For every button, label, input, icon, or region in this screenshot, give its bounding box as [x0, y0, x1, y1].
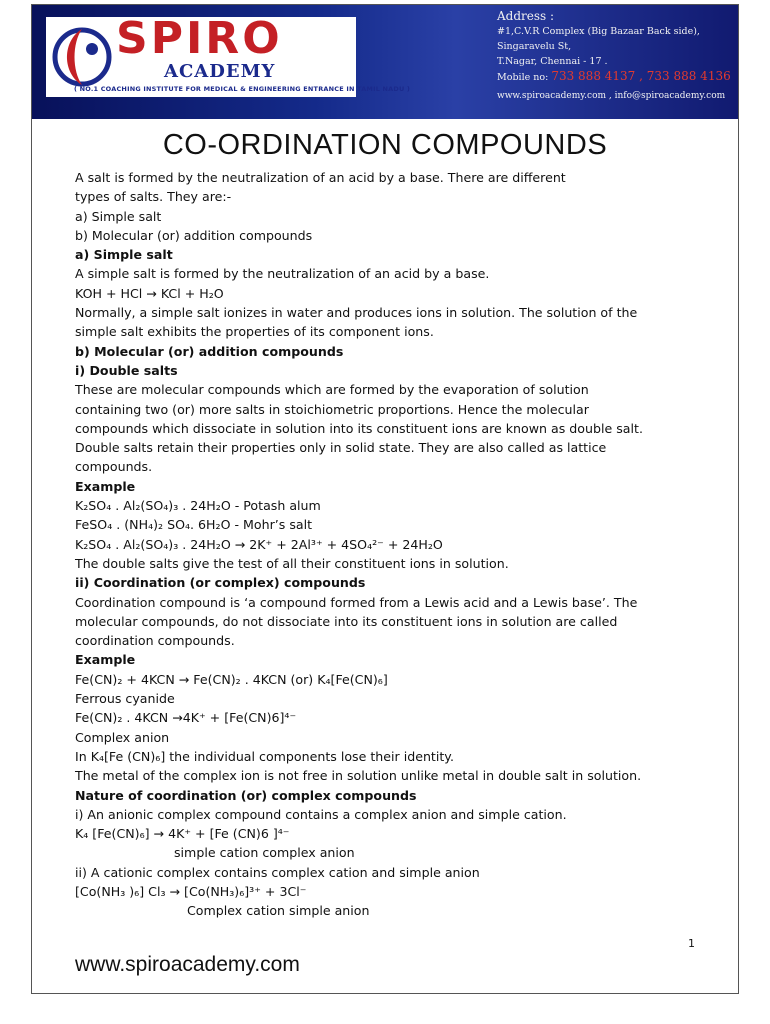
address-line: #1,C.V.R Complex (Big Bazaar Back side),: [497, 26, 700, 37]
address-title: Address :: [497, 9, 555, 23]
body-line: containing two (or) more salts in stoichiometric proportions. Hence the molecular: [75, 401, 589, 417]
equation-line: KOH + HCl → KCl + H₂O: [75, 285, 224, 301]
brand-name: SPIRO: [116, 13, 283, 64]
brand-subtitle: ACADEMY: [164, 61, 276, 82]
address-block: [497, 9, 733, 104]
body-line: Coordination compound is ‘a compound formed from a Lewis acid and a Lewis base’. The: [75, 594, 638, 610]
body-line: Normally, a simple salt ionizes in water and produces ions in solution. The solution of the: [75, 305, 638, 321]
body-line: A simple salt is formed by the neutralization of an acid by a base.: [75, 266, 490, 282]
equation-line: [Co(NH₃ )₆] Cl₃ → [Co(NH₃)₆]³⁺ + 3Cl⁻: [75, 883, 307, 899]
mobile-numbers: 733 888 4137 , 733 888 4136: [551, 69, 731, 83]
body-line: simple salt exhibits the properties of its component ions.: [75, 324, 434, 340]
body-line: compounds.: [75, 459, 153, 475]
equation-caption: Complex cation simple anion: [187, 903, 370, 919]
body-line: Ferrous cyanide: [75, 691, 175, 707]
address-line: T.Nagar, Chennai - 17 .: [497, 56, 608, 67]
body-line: Double salts retain their properties only in solid state. They are also called as lattice: [75, 440, 607, 456]
body-line: Complex anion: [75, 729, 170, 745]
document-page: [31, 4, 739, 994]
equation-line: K₂SO₄ . Al₂(SO₄)₃ . 24H₂O → 2K⁺ + 2Al³⁺ + 4SO₄²⁻ + 24H₂O: [75, 536, 443, 552]
equation-line: Fe(CN)₂ + 4KCN → Fe(CN)₂ . 4KCN (or) K₄[Fe(CN)₆]: [75, 671, 388, 687]
section-heading: Example: [75, 652, 136, 668]
spiro-emblem-icon: [52, 21, 116, 93]
equation-line: FeSO₄ . (NH₄)₂ SO₄. 6H₂O - Mohr’s salt: [75, 517, 313, 533]
footer-url[interactable]: www.spiroacademy.com: [75, 953, 300, 976]
body-line: coordination compounds.: [75, 633, 235, 649]
page-title: CO-ORDINATION COMPOUNDS: [162, 129, 608, 161]
body-line: compounds which dissociate in solution into its constituent ions are known as double salt.: [75, 420, 643, 436]
section-heading: b) Molecular (or) addition compounds: [75, 343, 344, 359]
document-body: [75, 168, 715, 921]
section-heading: ii) Coordination (or complex) compounds: [75, 575, 366, 591]
body-line: b) Molecular (or) addition compounds: [75, 227, 313, 243]
mobile-line: [497, 69, 733, 85]
equation-line: Fe(CN)₂ . 4KCN →4K⁺ + [Fe(CN)6]⁴⁻: [75, 710, 297, 726]
section-heading: Example: [75, 478, 136, 494]
section-heading: Nature of coordination (or) complex compounds: [75, 787, 417, 803]
body-line: A salt is formed by the neutralization of an acid by a base. There are different: [75, 170, 566, 185]
body-line: The double salts give the test of all their constituent ions in solution.: [75, 555, 509, 571]
brand-tagline: ( NO.1 COACHING INSTITUTE FOR MEDICAL & ENGINEERING ENTRANCE IN TAMIL NADU ): [74, 85, 411, 93]
section-heading: i) Double salts: [75, 362, 178, 378]
body-line: types of salts. They are:-: [75, 189, 232, 205]
web-email[interactable]: www.spiroacademy.com , info@spiroacademy.com: [497, 91, 726, 101]
address-line: Singaravelu St,: [497, 41, 572, 52]
equation-line: K₂SO₄ . Al₂(SO₄)₃ . 24H₂O - Potash alum: [75, 498, 321, 514]
body-line: In K₄[Fe (CN)₆] the individual components lose their identity.: [75, 748, 454, 764]
section-heading: a) Simple salt: [75, 247, 173, 263]
equation-line: K₄ [Fe(CN)₆] → 4K⁺ + [Fe (CN)6 ]⁴⁻: [75, 826, 290, 842]
body-line: molecular compounds, do not dissociate into its constituent ions in solution are called: [75, 613, 618, 629]
equation-caption: simple cation complex anion: [174, 845, 355, 861]
body-line: a) Simple salt: [75, 208, 162, 224]
logo: [46, 13, 411, 97]
mobile-label: Mobile no:: [497, 72, 549, 83]
header-banner: [32, 5, 738, 119]
body-line: i) An anionic complex compound contains a complex anion and simple cation.: [75, 806, 567, 822]
body-line: These are molecular compounds which are formed by the evaporation of solution: [75, 382, 589, 398]
body-line: ii) A cationic complex contains complex cation and simple anion: [75, 864, 480, 880]
body-line: The metal of the complex ion is not free in solution unlike metal in double salt in solution.: [75, 768, 642, 784]
page-number: 1: [688, 937, 695, 950]
